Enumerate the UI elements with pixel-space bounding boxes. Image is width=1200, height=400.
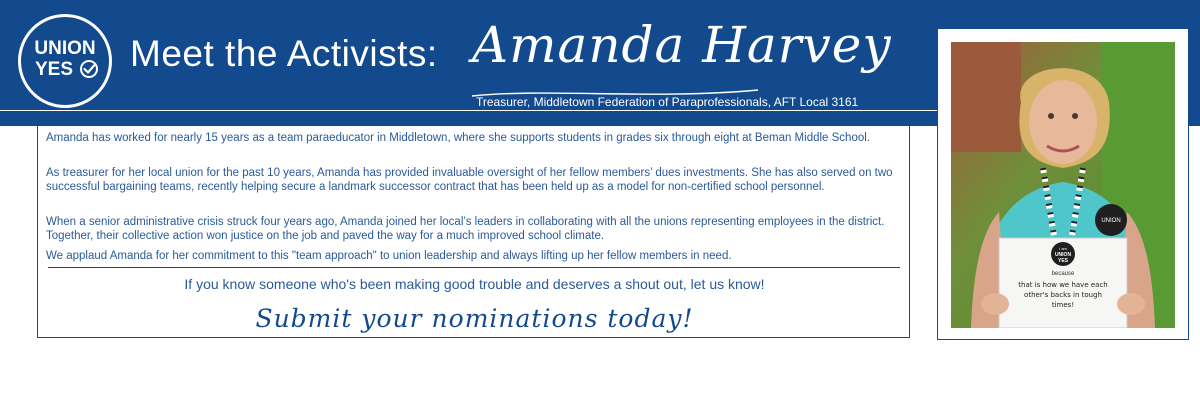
sign-because-text: because [1051,271,1075,277]
logo-union-text: UNION [34,38,96,59]
sign-handwriting-line: other's backs in tough [1024,291,1102,299]
page-title: Meet the Activists: [130,33,438,74]
union-yes-logo [18,14,112,108]
logo-yes-text: YES [35,59,74,80]
button-pin-text: UNION [1101,218,1121,224]
header-rule [0,110,938,111]
content-divider [48,267,900,268]
activist-photo [951,42,1175,328]
story-paragraph: When a senior administrative crisis struck four years ago, Amanda joined her local’s leaders in collaborating with all the unions representing employees in the district. Together, their collective action won justice on the job and paved the way for a much improved school climate. [46,216,885,242]
story-box [37,126,910,338]
activist-subtitle: Treasurer, Middletown Federation of Paraprofessionals, AFT Local 3161 [476,95,859,109]
story-paragraph: We applaud Amanda for her commitment to this "team approach" to union leadership and always lifting up her fellow members in need. [46,250,732,262]
activist-name: Amanda Harvey [472,16,892,74]
story-paragraph: As treasurer for her local union for the past 10 years, Amanda has provided invaluable oversight of her fellow members’ dues investments. She has also served on two successful bargaining teams, recently helping secure a landmark successor contract that has been held up as a model for non-certified school personnel. [46,167,893,193]
sign-handwriting-line: that is how we have each [1018,281,1108,289]
sign-union-text: UNION [1054,252,1072,258]
sign-iam-text: I am [1059,246,1067,251]
story-paragraph: Amanda has worked for nearly 15 years as a team paraeducator in Middletown, where she supports students in grades six through eight at Beman Middle School. [46,132,870,144]
submit-nominations-link[interactable]: Submit your nominations today! [255,304,694,333]
photo-frame [937,28,1189,340]
sign-handwriting-line: times! [1051,301,1075,309]
check-circle-icon [79,59,99,79]
nomination-cta: If you know someone who's been making good trouble and deserves a shout out, let us know! [184,276,765,292]
sign-yes-text: YES [1057,258,1069,264]
